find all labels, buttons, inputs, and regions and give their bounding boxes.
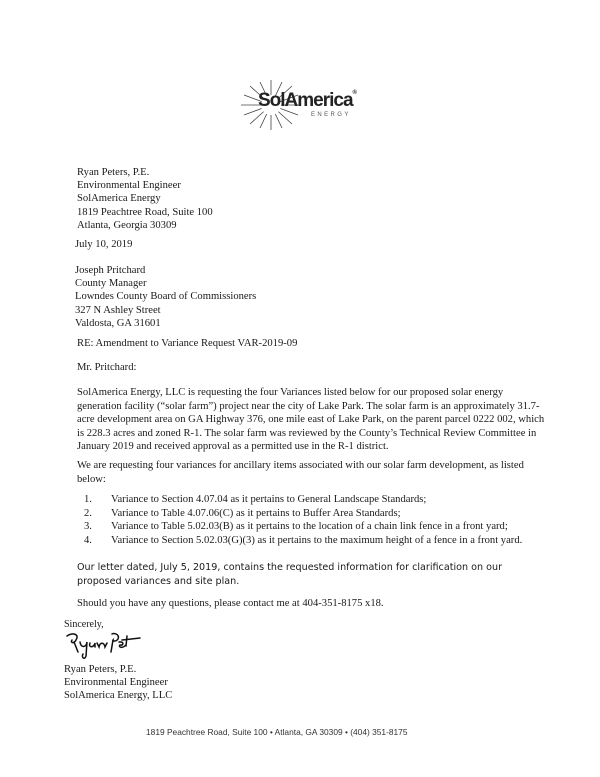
solamerica-logo xyxy=(236,80,366,130)
variance-text: Variance to Section 4.07.04 as it pertains to General Landscape Standards; xyxy=(111,494,427,505)
variance-number: 2. xyxy=(84,507,92,519)
letterhead-footer: 1819 Peachtree Road, Suite 100 • Atlanta, GA 30309 • (404) 351-8175 xyxy=(146,727,408,737)
body-paragraph-1: SolAmerica Energy, LLC is requesting the four Variances listed below for our proposed solar energy generation facility (“solar farm”) project near the city of Lake Park. The solar farm is an approximately 31.7-acre development area on GA Highway 376, one mile east of Lake Park, on the parent parcel 0222 002, which is 228.3 acres and zoned R-1. The solar farm was reviewed by the County’s Technical Review Committee in January 2019 and received approval as a permitted use in the R-1 district. xyxy=(77,387,545,453)
logo-wordmark: SolAmerica® xyxy=(258,90,356,111)
variance-item xyxy=(84,507,554,521)
sender-address xyxy=(77,166,213,232)
sender-city: Atlanta, Georgia 30309 xyxy=(77,219,177,231)
recipient-address xyxy=(75,264,256,330)
sender-company: SolAmerica Energy xyxy=(77,193,161,205)
sender-street: 1819 Peachtree Road, Suite 100 xyxy=(77,206,213,218)
signer-company: SolAmerica Energy, LLC xyxy=(64,690,173,702)
closing-block xyxy=(64,663,172,703)
letter-date: July 10, 2019 xyxy=(75,239,133,250)
body-paragraph-4: Should you have any questions, please contact me at 404-351-8175 x18. xyxy=(77,598,384,609)
variance-text: Variance to Table 4.07.06(C) as it pertains to Buffer Area Standards; xyxy=(111,507,401,519)
recipient-name: Joseph Pritchard xyxy=(75,265,146,276)
variance-item xyxy=(84,493,554,507)
salutation: Mr. Pritchard: xyxy=(77,362,137,373)
sender-title: Environmental Engineer xyxy=(77,180,181,192)
variance-number: 4. xyxy=(84,534,92,546)
body-paragraph-2: We are requesting four variances for ancillary items associated with our solar farm development, as listed below: xyxy=(77,460,524,485)
logo-subtitle: ENERGY xyxy=(311,112,351,118)
variance-number: 1. xyxy=(84,494,92,505)
signature xyxy=(64,630,144,663)
recipient-title: County Manager xyxy=(75,278,147,290)
signer-title: Environmental Engineer xyxy=(64,677,168,689)
sender-name: Ryan Peters, P.E. xyxy=(77,167,150,178)
recipient-organization: Lowndes County Board of Commissioners xyxy=(75,291,257,303)
variance-item xyxy=(84,534,554,548)
handwritten-signature-icon xyxy=(64,630,144,660)
variance-list xyxy=(84,493,554,547)
body-paragraph-3: Our letter dated, July 5, 2019, contains the requested information for clarification on our proposed variances and site plan. xyxy=(77,562,503,587)
variance-text: Variance to Section 5.02.03(G)(3) as it pertains to the maximum height of a fence in a front yard. xyxy=(111,534,523,546)
recipient-city: Valdosta, GA 31601 xyxy=(75,317,161,329)
subject-line: RE: Amendment to Variance Request VAR-2019-09 xyxy=(77,338,298,349)
variance-text: Variance to Table 5.02.03(B) as it pertains to the location of a chain link fence in a front yard; xyxy=(111,521,508,533)
variance-item xyxy=(84,520,554,534)
signer-name: Ryan Peters, P.E. xyxy=(64,664,137,675)
valediction: Sincerely, xyxy=(64,619,104,630)
recipient-street: 327 N Ashley Street xyxy=(75,304,161,316)
variance-number: 3. xyxy=(84,521,92,533)
